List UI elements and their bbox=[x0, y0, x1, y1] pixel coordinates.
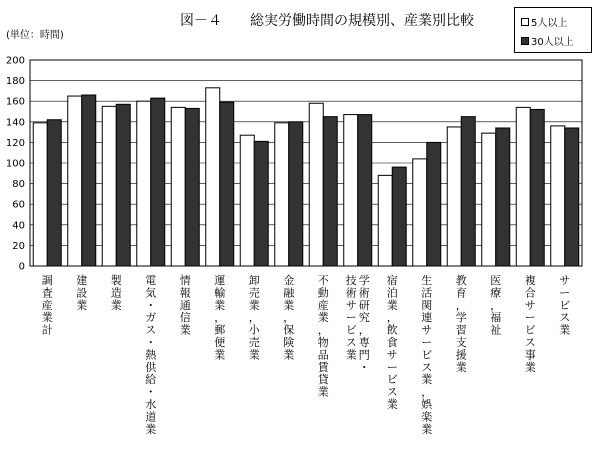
legend-label-5plus: 5人以上 bbox=[531, 18, 568, 29]
x-tick-label-char: 業 bbox=[345, 348, 357, 362]
x-tick-label bbox=[249, 274, 261, 361]
x-tick-label-char: 売 bbox=[248, 286, 260, 300]
x-tick-label-char: 業 bbox=[248, 348, 260, 362]
x-tick-label bbox=[42, 274, 53, 337]
bar-5plus bbox=[33, 123, 47, 266]
x-tick-label-char: 業 bbox=[421, 422, 433, 436]
bar-5plus bbox=[309, 103, 323, 266]
x-tick-label-char: 門 bbox=[358, 348, 370, 362]
x-tick-label-char: 製 bbox=[110, 274, 122, 287]
x-tick-label-char: 業 bbox=[559, 323, 571, 337]
x-tick-label-char: 関 bbox=[421, 298, 433, 312]
x-tick-label bbox=[490, 274, 501, 337]
x-tick-label-char: 動 bbox=[317, 286, 329, 300]
x-tick-label-char: 業 bbox=[317, 385, 329, 399]
x-tick-label-char: 技 bbox=[345, 274, 357, 287]
x-tick-label bbox=[525, 274, 536, 374]
bar-30plus bbox=[461, 117, 475, 266]
x-tick-label-char: 療 bbox=[490, 286, 502, 300]
x-tick-label-char: ー bbox=[386, 360, 398, 374]
x-tick-label-char: 業 bbox=[455, 360, 467, 374]
x-tick-label-char: ， bbox=[248, 311, 260, 325]
bar-5plus bbox=[447, 127, 461, 266]
bar-5plus bbox=[275, 123, 289, 266]
y-tick-label: 80 bbox=[12, 179, 25, 191]
bar-5plus bbox=[137, 101, 151, 266]
bar-5plus bbox=[482, 133, 496, 266]
x-tick-label-char: 生 bbox=[421, 274, 433, 287]
x-tick-label-char: 業 bbox=[179, 323, 191, 337]
x-tick-label-char: ビ bbox=[559, 298, 571, 312]
x-tick-label-char: ビ bbox=[386, 373, 398, 387]
x-tick-label-char: 福 bbox=[490, 311, 502, 325]
x-tick-label-char: ー bbox=[421, 336, 433, 349]
x-tick-label-char: 融 bbox=[283, 286, 295, 300]
x-tick-label-char: ビ bbox=[524, 323, 536, 337]
bar-30plus bbox=[185, 108, 199, 266]
x-tick-label-char: サ bbox=[386, 348, 398, 362]
x-tick-label-char: 業 bbox=[421, 373, 433, 387]
y-tick-label: 20 bbox=[12, 240, 25, 252]
y-tick-label: 140 bbox=[5, 117, 25, 129]
legend-label-30plus: 30人以上 bbox=[531, 37, 574, 48]
x-tick-label bbox=[456, 273, 467, 374]
y-tick-label: 60 bbox=[12, 199, 25, 211]
x-tick-label-char: 道 bbox=[145, 410, 157, 424]
x-tick-label-char: 計 bbox=[41, 323, 53, 337]
x-tick-label bbox=[180, 273, 191, 337]
x-tick-label bbox=[76, 273, 87, 312]
bar-30plus bbox=[47, 120, 61, 266]
x-tick-label-char: 習 bbox=[455, 323, 467, 337]
x-tick-label-char: 品 bbox=[317, 348, 329, 362]
x-tick-label bbox=[421, 273, 432, 436]
x-tick-label-char: 複 bbox=[524, 274, 536, 287]
x-tick-label-char: 業 bbox=[524, 360, 536, 374]
x-tick-label-char: ， bbox=[358, 323, 370, 337]
bar-30plus bbox=[323, 117, 337, 266]
x-tick-label-char: 情 bbox=[179, 274, 191, 287]
x-tick-label bbox=[145, 274, 157, 436]
x-tick-label-char: ビ bbox=[345, 323, 357, 337]
x-tick-label-char: 電 bbox=[145, 274, 157, 287]
bar-30plus bbox=[427, 142, 441, 266]
x-tick-label-char: 物 bbox=[317, 336, 329, 349]
unit-label: (単位：時間) bbox=[6, 30, 64, 41]
x-tick-label-char: 業 bbox=[386, 398, 398, 411]
x-tick-label-char: 水 bbox=[145, 398, 157, 411]
x-tick-label-char: 業 bbox=[317, 311, 329, 325]
x-tick-label-char: 専 bbox=[358, 336, 370, 349]
x-tick-label-char: ・ bbox=[145, 385, 157, 399]
x-tick-label bbox=[387, 273, 398, 411]
x-tick-label-char: ・ bbox=[145, 336, 157, 349]
x-tick-label-char: 育 bbox=[455, 286, 467, 300]
x-tick-label-char: 便 bbox=[214, 336, 226, 349]
y-tick-label: 180 bbox=[5, 76, 25, 88]
x-tick-label-char: 援 bbox=[455, 348, 467, 362]
x-tick-label-char: 楽 bbox=[421, 410, 433, 424]
x-tick-label-char: 業 bbox=[248, 298, 260, 312]
x-tick-label-char: 食 bbox=[386, 336, 398, 349]
bar-30plus bbox=[220, 102, 234, 266]
x-tick-label-char: 産 bbox=[317, 298, 329, 312]
x-tick-label-char: 気 bbox=[145, 286, 157, 300]
x-tick-label-char: ・ bbox=[145, 298, 157, 312]
x-tick-label-char: 業 bbox=[386, 298, 398, 312]
x-tick-label-char: 賃 bbox=[317, 360, 329, 374]
bar-30plus bbox=[392, 167, 406, 266]
y-tick-label: 0 bbox=[18, 261, 25, 273]
y-tick-label: 120 bbox=[5, 137, 25, 149]
x-tick-label-char: ー bbox=[345, 311, 357, 325]
x-tick-label-char: ， bbox=[283, 311, 295, 325]
x-tick-label-char: 造 bbox=[110, 286, 122, 300]
bar-5plus bbox=[171, 107, 185, 266]
x-tick-label-char: 学 bbox=[358, 274, 370, 287]
x-tick-label-char: 設 bbox=[76, 286, 88, 300]
x-tick-label-char: 宿 bbox=[386, 274, 398, 287]
x-tick-label bbox=[559, 274, 570, 337]
bar-5plus bbox=[68, 96, 82, 266]
x-tick-label-char: 合 bbox=[524, 286, 536, 300]
x-tick-label-char: ス bbox=[386, 385, 398, 399]
x-tick-label-char: 売 bbox=[248, 336, 260, 349]
x-tick-label-char: 業 bbox=[214, 298, 226, 312]
x-tick-label-char: ， bbox=[455, 298, 467, 312]
x-tick-label-char: ス bbox=[145, 323, 157, 337]
x-tick-label-char: 不 bbox=[317, 274, 329, 287]
x-tick-label-char: 業 bbox=[41, 311, 53, 325]
x-tick-label-char: 郵 bbox=[214, 323, 226, 337]
x-tick-label-char: 信 bbox=[179, 311, 191, 325]
x-tick-label-char: ス bbox=[345, 336, 357, 349]
bar-30plus bbox=[82, 95, 96, 266]
x-tick-label-char: 研 bbox=[358, 298, 370, 312]
y-tick-label: 100 bbox=[5, 158, 25, 170]
x-tick-label-char: 連 bbox=[421, 311, 433, 325]
x-tick-label-char: 術 bbox=[358, 286, 370, 300]
bar-5plus bbox=[516, 107, 530, 266]
x-tick-label-char: 泊 bbox=[386, 286, 398, 300]
x-tick-label-char: 運 bbox=[214, 274, 226, 287]
x-tick-label-char: ， bbox=[317, 323, 329, 337]
x-tick-label-char: 祉 bbox=[490, 323, 502, 337]
x-tick-label bbox=[318, 274, 330, 399]
legend-item-5plus bbox=[521, 14, 567, 29]
x-tick-label-char: 支 bbox=[455, 336, 467, 349]
bar-5plus bbox=[240, 135, 254, 266]
x-axis-labels bbox=[42, 273, 571, 436]
x-tick-label-char: 卸 bbox=[248, 274, 260, 287]
x-tick-label-char: 教 bbox=[455, 274, 467, 287]
bar-30plus bbox=[151, 98, 165, 266]
legend-item-30plus bbox=[521, 33, 574, 48]
x-tick-label-char: ， bbox=[214, 311, 226, 325]
x-tick-label-char: 事 bbox=[524, 348, 536, 362]
legend bbox=[514, 7, 592, 53]
x-tick-label-char: 娯 bbox=[421, 398, 433, 411]
x-tick-label-char: 貸 bbox=[317, 373, 329, 387]
x-tick-label-char: 術 bbox=[345, 286, 357, 300]
x-tick-label-char: 飲 bbox=[386, 323, 398, 337]
bar-30plus bbox=[565, 128, 579, 266]
bar-30plus bbox=[289, 122, 303, 266]
x-tick-label-char: 業 bbox=[76, 298, 88, 312]
x-tick-label-char: ガ bbox=[145, 311, 157, 325]
x-tick-label-char: 業 bbox=[283, 298, 295, 312]
x-tick-label-char: 険 bbox=[283, 336, 295, 349]
x-tick-label-char: 熱 bbox=[145, 348, 157, 362]
x-tick-label-char: 金 bbox=[283, 274, 295, 287]
legend-swatch-5plus bbox=[521, 18, 529, 26]
bar-5plus bbox=[344, 115, 358, 266]
x-tick-label bbox=[214, 274, 225, 361]
x-tick-label-char: サ bbox=[345, 298, 357, 312]
x-tick-label-char: 建 bbox=[76, 274, 88, 287]
x-tick-label-char: 業 bbox=[145, 422, 157, 436]
x-tick-label-char: 査 bbox=[41, 286, 53, 300]
legend-swatch-30plus bbox=[521, 37, 529, 45]
bar-5plus bbox=[378, 175, 392, 266]
bar-5plus bbox=[206, 88, 220, 266]
x-tick-label bbox=[346, 273, 370, 374]
x-tick-label-char: 報 bbox=[179, 286, 191, 300]
x-tick-label-char: 供 bbox=[145, 360, 157, 374]
y-tick-label: 40 bbox=[12, 220, 25, 232]
x-tick-label-char: 業 bbox=[283, 348, 295, 362]
x-tick-label-char: 究 bbox=[358, 311, 370, 325]
x-tick-label-char: 活 bbox=[421, 286, 433, 300]
chart-title: 図－４ 総実労働時間の規模別、産業別比較 bbox=[180, 13, 474, 29]
x-tick-label-char: 学 bbox=[455, 311, 467, 325]
x-tick-label-char: 業 bbox=[214, 348, 226, 362]
bar-5plus bbox=[102, 106, 116, 266]
x-tick-label-char: 調 bbox=[41, 274, 53, 287]
x-tick-label-char: ， bbox=[421, 385, 433, 399]
x-tick-label-char: ， bbox=[386, 311, 398, 325]
x-tick-label-char: ・ bbox=[358, 360, 370, 374]
x-tick-label-char: 給 bbox=[145, 373, 157, 387]
x-tick-label-char: ス bbox=[421, 360, 433, 374]
x-tick-label-char: 輸 bbox=[214, 286, 226, 300]
x-tick-label-char: ビ bbox=[421, 348, 433, 362]
x-tick-label-char: 通 bbox=[179, 298, 191, 312]
x-tick-label-char: サ bbox=[524, 298, 536, 312]
bar-5plus bbox=[551, 126, 565, 266]
x-tick-label-char: 小 bbox=[248, 323, 260, 337]
x-tick-label-char: ， bbox=[490, 298, 502, 312]
bar-30plus bbox=[358, 115, 372, 266]
bar-5plus bbox=[413, 159, 427, 266]
x-tick-label-char: サ bbox=[421, 323, 433, 337]
bar-30plus bbox=[116, 104, 130, 266]
x-tick-label bbox=[283, 273, 295, 361]
x-tick-label-char: 業 bbox=[110, 298, 122, 312]
bar-30plus bbox=[254, 141, 268, 266]
x-tick-label-char: ー bbox=[524, 311, 536, 325]
x-tick-label-char: ス bbox=[524, 336, 536, 349]
bar-30plus bbox=[530, 109, 544, 266]
x-tick-label-char: ス bbox=[559, 311, 571, 325]
x-tick-label-char: 医 bbox=[490, 274, 502, 287]
y-tick-label: 160 bbox=[5, 96, 25, 108]
bar-30plus bbox=[496, 128, 510, 266]
x-tick-label-char: 保 bbox=[283, 323, 295, 337]
y-tick-label: 200 bbox=[5, 55, 25, 67]
x-tick-label-char: ー bbox=[559, 286, 571, 300]
x-tick-label-char: サ bbox=[559, 274, 571, 287]
x-tick-label-char: 産 bbox=[41, 298, 53, 312]
x-tick-label bbox=[111, 273, 122, 312]
y-axis-ticks bbox=[6, 56, 25, 273]
